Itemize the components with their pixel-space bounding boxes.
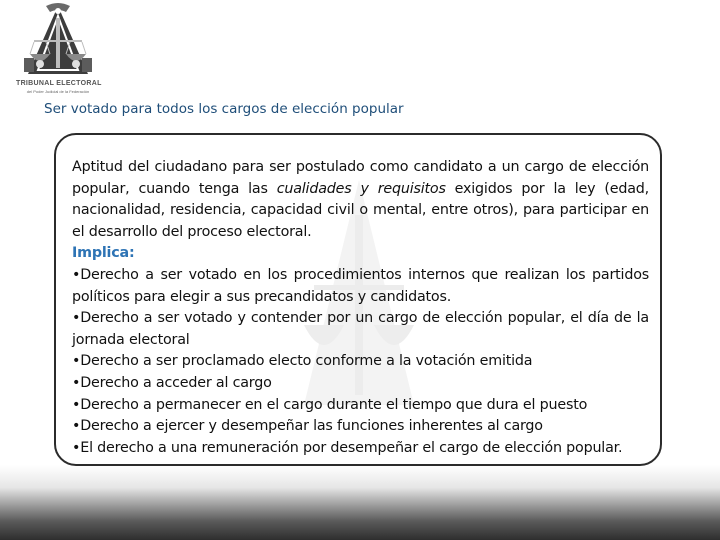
definition-emphasis: cualidades y requisitos — [276, 180, 446, 197]
definition-text-end: exigidos por la ley (edad, nacionalidad, residencia, capacidad civil o mental, entre otros), para participar en el desarrollo del proceso electoral. — [72, 180, 649, 240]
logo-title: TRIBUNAL ELECTORAL — [16, 80, 102, 87]
definition-text-start: Aptitud del ciudadano para ser postulado como candidato a un cargo de elección popular, cuando tenga las — [72, 159, 649, 197]
list-item: •Derecho a ser votado en los procedimientos internos que realizan los partidos políticos para elegir a sus precandidatos y candidatos. — [72, 266, 649, 305]
tribunal-logo — [16, 2, 100, 102]
list-item: •Derecho a acceder al cargo — [72, 374, 272, 391]
content-text — [72, 157, 649, 459]
implica-label: Implica: — [72, 245, 135, 262]
definition-paragraph — [72, 157, 649, 243]
slide-title: Ser votado para todos los cargos de elección popular — [44, 101, 404, 117]
content-box — [54, 133, 662, 466]
list-item: •Derecho a permanecer en el cargo durante el tiempo que dura el puesto — [72, 396, 588, 413]
logo-subtitle: del Poder Judicial de la Federación — [26, 89, 90, 94]
list-item: •El derecho a una remuneración por desempeñar el cargo de elección popular. — [72, 439, 623, 456]
list-item: •Derecho a ejercer y desempeñar las funciones inherentes al cargo — [72, 418, 543, 435]
list-item: •Derecho a ser votado y contender por un cargo de elección popular, el día de la jornada electoral — [72, 310, 649, 348]
bottom-gradient-bar — [0, 465, 720, 540]
scales-emblem-icon — [20, 2, 96, 80]
list-item: •Derecho a ser proclamado electo conforme a la votación emitida — [72, 353, 533, 370]
rights-list — [72, 265, 649, 459]
